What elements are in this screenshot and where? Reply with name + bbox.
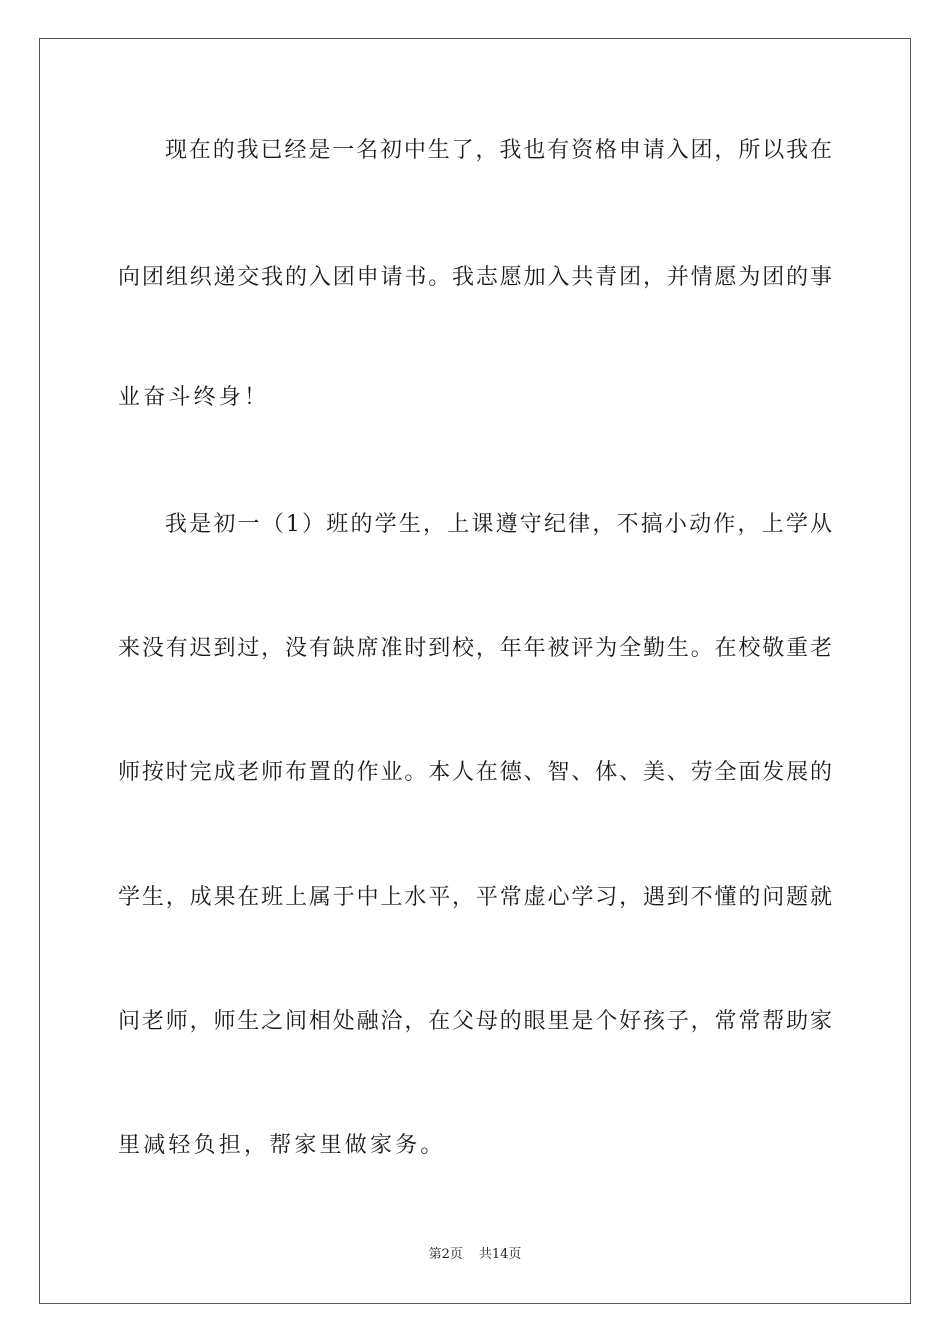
page-total: 共14页 xyxy=(478,1247,522,1262)
page-frame xyxy=(39,38,911,1304)
text-line: 问老师，师生之间相处融洽，在父母的眼里是个好孩子，常常帮助家 xyxy=(118,1009,832,1034)
text-line: 向团组织递交我的入团申请书。我志愿加入共青团，并情愿为团的事 xyxy=(118,265,832,290)
text-line: 里减轻负担，帮家里做家务。 xyxy=(118,1133,446,1158)
text-line: 我是初一（1）班的学生，上课遵守纪律，不搞小动作，上学从 xyxy=(165,512,832,537)
text-line: 学生，成果在班上属于中上水平，平常虚心学习，遇到不懂的问题就 xyxy=(118,885,832,910)
page-footer xyxy=(0,1247,950,1263)
text-line: 来没有迟到过，没有缺席准时到校，年年被评为全勤生。在校敬重老 xyxy=(118,636,832,661)
text-line: 现在的我已经是一名初中生了，我也有资格申请入团，所以我在 xyxy=(165,138,832,163)
text-line: 业奋斗终身！ xyxy=(118,385,270,410)
text-line: 师按时完成老师布置的作业。本人在德、智、体、美、劳全面发展的 xyxy=(118,760,832,785)
page-number: 第2页 xyxy=(428,1247,463,1262)
